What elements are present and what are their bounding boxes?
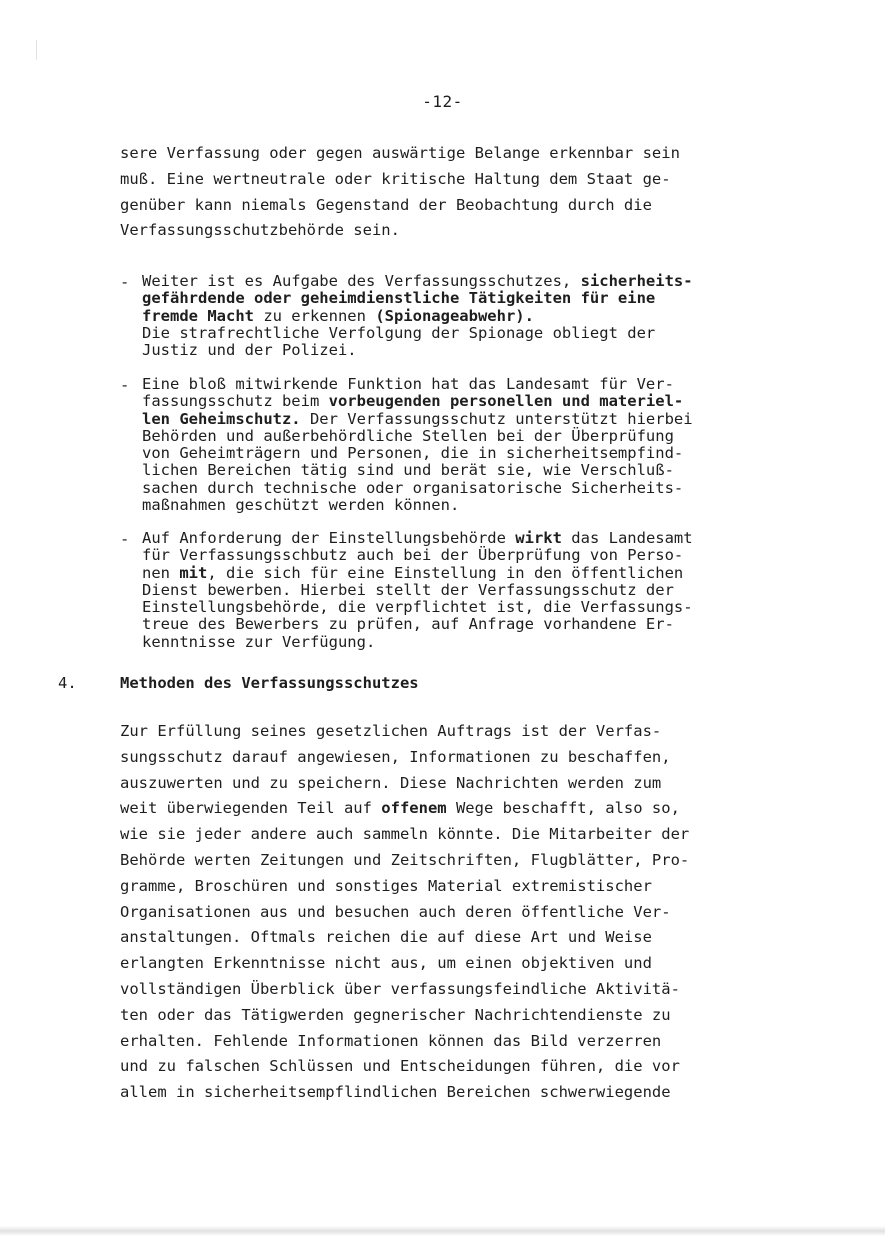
- bold-run: len Geheimschutz.: [142, 409, 301, 428]
- text-line: [142, 393, 693, 410]
- list-item-body: [142, 273, 693, 359]
- text-line: Eine bloß mitwirkende Funktion hat das Landesamt für Ver-: [142, 375, 674, 393]
- text-run: Der Verfassungsschutz unterstützt hierbei: [300, 409, 693, 428]
- text-line: anstaltungen. Oftmals reichen die auf diese Art und Weise: [120, 928, 652, 947]
- bold-run: vorbeugenden personellen und materiel-: [328, 392, 684, 411]
- text-run: fassungsschutz beim: [142, 392, 329, 411]
- text-line: Die strafrechtliche Verfolgung der Spionage obliegt der: [142, 323, 656, 342]
- bold-run: mit: [179, 563, 208, 582]
- text-line: und zu falschen Schlüssen und Entscheidungen führen, die vor: [120, 1057, 680, 1076]
- text-line: Organisationen aus und besuchen auch deren öffentliche Ver-: [120, 902, 671, 921]
- list-dash: -: [120, 273, 130, 291]
- text-line: Behörde werten Zeitungen und Zeitschriften, Flugblätter, Pro-: [120, 850, 690, 869]
- text-line: Justiz und der Polizei.: [142, 341, 357, 360]
- text-line: [120, 796, 770, 822]
- text-line: [142, 565, 693, 582]
- text-line: erlangten Erkenntnisse nicht aus, um einen objektiven und: [120, 954, 652, 973]
- bold-run: sicherheits-: [580, 272, 693, 290]
- text-run: nen: [142, 563, 180, 582]
- text-line: gramme, Broschüren und sonstiges Material extremistischer: [120, 876, 652, 895]
- text-run: Auf Anforderung der Einstellungsbehörde: [142, 529, 516, 547]
- text-line: für Verfassungsschbutz auch bei der Überprüfung von Perso-: [142, 546, 684, 565]
- scan-edge-shadow: [0, 1226, 885, 1236]
- text-line: wie sie jeder andere auch sammeln könnte. Die Mitarbeiter der: [120, 825, 690, 844]
- text-line: muß. Eine wertneutrale oder kritische Haltung dem Staat ge-: [120, 169, 671, 188]
- text-run: Wege beschafft, also so,: [446, 799, 680, 818]
- bold-run: (Spionageabwehr).: [375, 306, 534, 325]
- text-line: auszuwerten und zu speichern. Diese Nachrichten werden zum: [120, 773, 662, 792]
- scan-margin-mark: [36, 40, 37, 60]
- body-paragraph: [120, 719, 770, 1106]
- text-line: lichen Bereichen tätig sind und berät sie, wie Verschluß-: [142, 461, 674, 480]
- bold-run: fremde Macht: [142, 306, 254, 325]
- text-run: das Landesamt: [561, 529, 693, 547]
- text-run: Weiter ist es Aufgabe des Verfassungsschutzes,: [142, 272, 581, 290]
- list-dash: -: [120, 530, 130, 548]
- section-number: 4.: [58, 674, 77, 692]
- text-line: sere Verfassung oder gegen auswärtige Belange erkennbar sein: [120, 144, 680, 162]
- text-line: [142, 290, 693, 307]
- text-run: , die sich für eine Einstellung in den öffentlichen: [207, 563, 684, 582]
- text-line: erhalten. Fehlende Informationen können das Bild verzerren: [120, 1031, 662, 1050]
- text-line: Verfassungsschutzbehörde sein.: [120, 221, 400, 240]
- text-line: [142, 411, 693, 428]
- text-line: maßnahmen geschützt werden können.: [142, 496, 460, 515]
- text-line: [142, 273, 693, 290]
- text-line: sungsschutz darauf angewiesen, Informationen zu beschaffen,: [120, 747, 671, 766]
- list-item-body: [142, 530, 693, 651]
- intro-paragraph: [120, 141, 770, 244]
- text-line: von Geheimträgern und Personen, die in sicherheitsempfind-: [142, 444, 684, 463]
- text-line: sachen durch technische oder organisatorische Sicherheits-: [142, 478, 684, 497]
- text-run: weit überwiegenden Teil auf: [120, 799, 382, 818]
- text-line: Einstellungsbehörde, die verpflichtet ist, die Verfassungs-: [142, 598, 693, 617]
- text-line: Dienst bewerben. Hierbei stellt der Verfassungsschutz der: [142, 580, 674, 599]
- text-line: vollständigen Überblick über verfassungsfeindliche Aktivitä-: [120, 979, 680, 998]
- text-run: zu erkennen: [253, 306, 376, 325]
- list-dash: -: [120, 376, 130, 394]
- bold-run: gefährdende oder geheimdienstliche Tätigkeiten für eine: [142, 289, 656, 308]
- text-line: [142, 308, 693, 325]
- text-line: genüber kann niemals Gegenstand der Beobachtung durch die: [120, 195, 652, 214]
- bold-run: offenem: [381, 799, 447, 818]
- text-line: Zur Erfüllung seines gesetzlichen Auftrags ist der Verfas-: [120, 722, 662, 740]
- text-line: allem in sicherheitsempflindlichen Bereichen schwerwiegende: [120, 1083, 671, 1102]
- text-line: [142, 530, 693, 547]
- text-line: kenntnisse zur Verfügung.: [142, 632, 376, 651]
- list-item-body: [142, 376, 693, 514]
- page-number: -12-: [422, 92, 463, 111]
- text-line: treue des Bewerbers zu prüfen, auf Anfrage vorhandene Er-: [142, 615, 674, 634]
- bold-run: wirkt: [515, 529, 562, 547]
- text-line: Behörden und außerbehördliche Stellen bei der Überprüfung: [142, 426, 674, 445]
- text-line: ten oder das Tätigwerden gegnerischer Nachrichtendienste zu: [120, 1005, 671, 1024]
- section-title: Methoden des Verfassungsschutzes: [120, 674, 419, 692]
